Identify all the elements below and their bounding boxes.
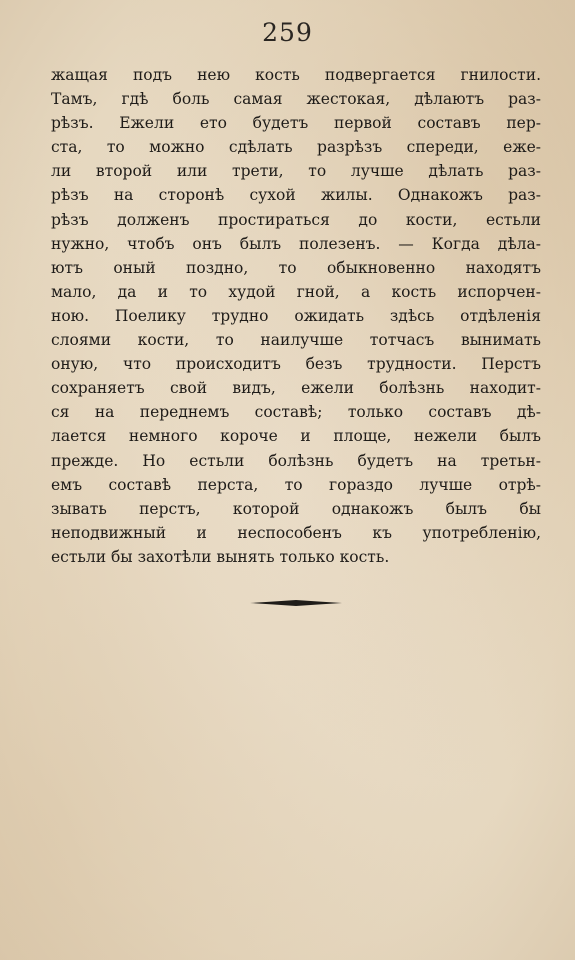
text-line: естьли бы захотѣли вынять только кость. [51, 547, 390, 566]
text-line: ли второй или трети, то лучше дѣлать раз- [51, 162, 541, 181]
body-text [51, 63, 541, 569]
text-line: емъ составѣ перста, то гораздо лучше отрѣ- [51, 475, 541, 494]
text-line: нужно, чтобъ онъ былъ полезенъ. — Когда дѣла- [51, 234, 541, 253]
text-line: рѣзъ. Ежели ето будетъ первой составъ пер- [51, 114, 541, 133]
text-line: зывать перстъ, которой однакожъ былъ бы [51, 499, 541, 518]
text-line: сохраняетъ свой видъ, ежели болѣзнь находит- [51, 379, 541, 398]
text-line: ною. Поелику трудно ожидать здѣсь отдѣленія [51, 306, 541, 325]
text-line: Тамъ, гдѣ боль самая жестокая, дѣлаютъ раз- [51, 90, 541, 109]
page-number: 259 [262, 18, 313, 47]
text-line: мало, да и то худой гной, а кость испорчен- [51, 282, 541, 301]
text-line: жащая подъ нею кость подвергается гнилости. [51, 66, 541, 84]
text-line: ся на переднемъ составѣ; только составъ дѣ- [51, 403, 541, 422]
text-line: рѣзъ долженъ простираться до кости, естьли [51, 210, 541, 229]
text-line: ста, то можно сдѣлать разрѣзъ спереди, еже- [51, 138, 541, 157]
text-line: слоями кости, то наилучше тотчасъ вынимать [51, 331, 541, 350]
text-line: неподвижный и неспособенъ къ употребленію, [51, 523, 541, 542]
text-line: оную, что происходитъ безъ трудности. Перстъ [51, 355, 541, 374]
end-ornament [250, 598, 342, 608]
text-line: ютъ оный поздно, то обыкновенно находятъ [51, 258, 541, 277]
text-line: лается немного короче и площе, нежели былъ [51, 427, 541, 446]
text-line: рѣзъ на сторонѣ сухой жилы. Однакожъ раз- [51, 186, 541, 205]
text-line: прежде. Но естьли болѣзнь будетъ на третьн- [51, 451, 541, 470]
